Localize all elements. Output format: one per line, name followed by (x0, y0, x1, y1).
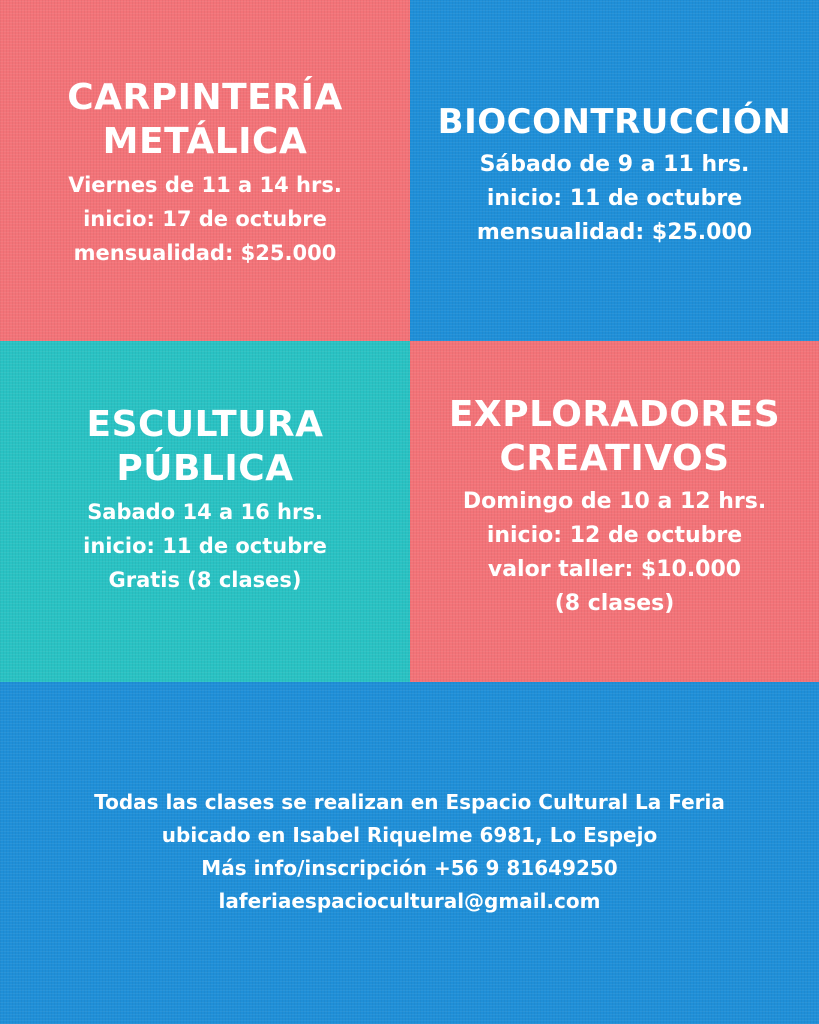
title-line: CREATIVOS (499, 438, 730, 479)
start-date-text: inicio: 11 de octubre (83, 534, 327, 558)
title-line: PÚBLICA (116, 448, 294, 489)
start-date-text: inicio: 12 de octubre (486, 523, 743, 548)
title-line: BIOCONTRUCCIÓN (437, 102, 792, 142)
title-line: METÁLICA (102, 121, 308, 162)
phone-text: Más info/inscripción +56 9 81649250 (201, 856, 618, 880)
start-date-text: inicio: 11 de octubre (486, 186, 743, 211)
schedule-text: Viernes de 11 a 14 hrs. (68, 173, 342, 197)
panel-exploradores-creativos (410, 341, 819, 682)
title-biocontruccion (438, 100, 792, 144)
panel-footer-info (0, 682, 819, 1024)
schedule-text: Sábado de 9 a 11 hrs. (479, 152, 750, 177)
panel-biocontruccion (410, 0, 819, 341)
schedule-text: Domingo de 10 a 12 hrs. (462, 489, 767, 514)
details-biocontruccion (477, 148, 752, 250)
address-text: ubicado en Isabel Riquelme 6981, Lo Espejo (161, 823, 658, 847)
price-text: valor taller: $10.000 (487, 557, 742, 582)
email-text: laferiaespaciocultural@gmail.com (218, 889, 601, 913)
details-exploradores-creativos (463, 485, 766, 621)
sessions-text: (8 clases) (554, 591, 675, 616)
price-text: mensualidad: $25.000 (476, 220, 753, 245)
panel-escultura-publica (0, 341, 410, 682)
title-line: EXPLORADORES (448, 394, 781, 435)
title-line: CARPINTERÍA (67, 77, 343, 118)
details-carpinteria-metalica (68, 168, 342, 270)
title-exploradores-creativos (449, 393, 780, 481)
schedule-text: Sabado 14 a 16 hrs. (87, 500, 323, 524)
price-text: Gratis (8 clases) (108, 568, 302, 592)
venue-text: Todas las clases se realizan en Espacio Cultural La Feria (94, 790, 725, 814)
title-escultura-publica (86, 403, 323, 491)
title-carpinteria-metalica (67, 76, 343, 164)
price-text: mensualidad: $25.000 (73, 241, 337, 265)
panel-carpinteria-metalica (0, 0, 410, 341)
title-line: ESCULTURA (86, 404, 324, 445)
start-date-text: inicio: 17 de octubre (83, 207, 327, 231)
details-escultura-publica (83, 495, 327, 597)
footer-info (94, 786, 725, 918)
